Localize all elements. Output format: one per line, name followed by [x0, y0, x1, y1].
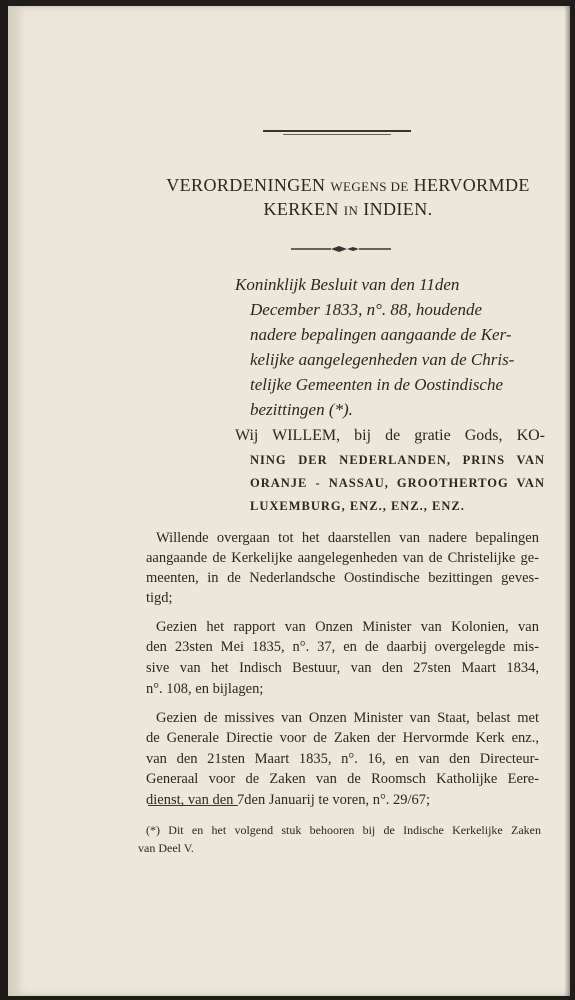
paragraph-line: tigd;: [146, 590, 173, 606]
title-small-caps: WEGENS DE: [330, 179, 409, 194]
footnote-rule: [148, 805, 238, 806]
section-title-line-2: [128, 197, 568, 223]
wij-willem-line: ORANJE - NASSAU, GROOTHERTOG VAN: [250, 476, 545, 490]
paragraph-line: de Generale Directie voor de Zaken der Hervormde Kerk enz.,: [146, 730, 539, 746]
besluit-line: nadere bepalingen aangaande de Ker-: [250, 325, 512, 344]
page-gutter: [8, 6, 26, 996]
paragraph-line: aangaande de Kerkelijke aangelegenheden van de Christelijke ge-: [146, 550, 539, 566]
paragraph-line: Willende overgaan tot het daarstellen van nadere bepalingen: [156, 530, 539, 546]
paragraph-line: dienst, van den 7den Januarij te voren, n°. 29/67;: [146, 792, 431, 808]
paragraph-line: sive van het Indisch Bestuur, van den 27sten Maart 1834,: [146, 660, 539, 676]
besluit-line: bezittingen (*).: [250, 400, 353, 419]
wij-willem-line: NING DER NEDERLANDEN, PRINS VAN: [250, 453, 545, 467]
page-edge: [564, 6, 570, 996]
title-small-caps: IN: [343, 203, 359, 218]
besluit-line: December 1833, n°. 88, houdende: [250, 300, 482, 319]
ornament-divider: [291, 244, 391, 254]
paragraph-line: den 23sten Mei 1835, n°. 37, en de daarbij overgelegde mis-: [146, 639, 539, 655]
title-word: KERKEN: [263, 199, 344, 219]
title-word: VERORDENINGEN: [166, 175, 331, 195]
footnote-line: (*) Dit en het volgend stuk behooren bij de Indische Kerkelijke Zaken: [146, 823, 541, 837]
book-page: [8, 6, 570, 996]
paragraph-line: Generaal voor de Zaken van de Roomsch Katholijke Eere-: [146, 771, 539, 787]
wij-willem-line: Wij WILLEM, bij de gratie Gods, KO-: [235, 427, 545, 444]
paragraph-line: van den 21sten Maart 1835, n°. 16, en van den Directeur-: [146, 751, 539, 767]
title-word: HERVORMDE: [408, 175, 530, 195]
paragraph-line: n°. 108, en bijlagen;: [146, 681, 264, 697]
paragraph-line: meenten, in de Nederlandsche Oostindische bezittingen geves-: [146, 570, 539, 586]
wij-willem-line: LUXEMBURG, ENZ., ENZ., ENZ.: [250, 499, 465, 513]
besluit-line: Koninklijk Besluit van den 11den: [235, 275, 460, 294]
footnote-line: van Deel V.: [138, 841, 194, 855]
paragraph-line: Gezien het rapport van Onzen Minister van Kolonien, van: [156, 619, 539, 635]
paragraph-line: Gezien de missives van Onzen Minister van Staat, belast met: [156, 710, 539, 726]
besluit-line: telijke Gemeenten in de Oostindische: [250, 375, 504, 394]
besluit-line: kelijke aangelegenheden van de Chris-: [250, 350, 515, 369]
section-title-line-1: [128, 173, 568, 199]
title-word: INDIEN.: [358, 199, 433, 219]
header-rule: [263, 130, 411, 132]
